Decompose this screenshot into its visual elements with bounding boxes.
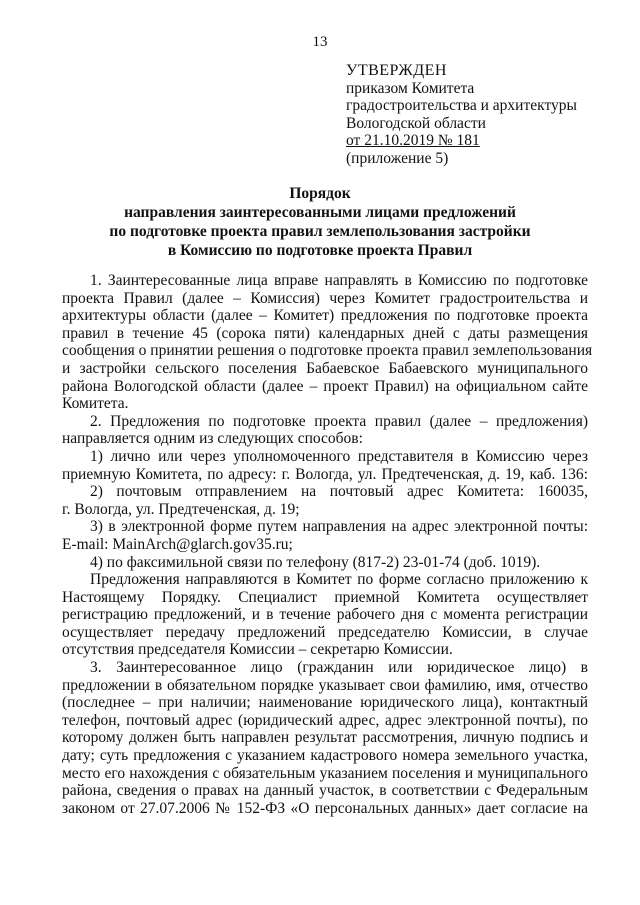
approval-order-date: от 21.10.2019 № 181 [346, 132, 480, 149]
approval-line: Вологодской области [346, 114, 486, 132]
body-line: которому должен быть направлен результат рассмотрения, личную подпись и [62, 729, 588, 747]
body-line: место его нахождения с обязательным указанием поселения и муниципального [62, 764, 588, 782]
body-line: 2. Предложения по подготовке проекта правил (далее – предложения) [90, 412, 588, 430]
body-line: района, сведения о правах на данный участок, в соответствии с Федеральным [62, 782, 588, 800]
title-line: в Комиссию по подготовке проекта Правил [167, 242, 473, 259]
body-line: проекта Правил (далее – Комиссия) через Комитет градостроительства и [62, 289, 588, 307]
body-line: Комитета. [62, 395, 129, 413]
body-line: осуществляет передачу предложений председателю Комиссии, в случае [62, 623, 588, 641]
body-line: предложении в обязательном порядке указывает свои фамилию, имя, отчество [62, 676, 588, 694]
body-line: дату; суть предложения с указанием кадастрового номера земельного участка, [62, 747, 588, 765]
body-line: архитектуры области (далее – Комитет) предложения по подготовке проекта [62, 307, 588, 325]
approval-line: приказом Комитета [346, 79, 475, 97]
body-line: приемную Комитета, по адресу: г. Вологда, ул. Предтеченская, д. 19, каб. 136: [62, 465, 588, 483]
body-line: Предложения направляются в Комитет по форме согласно приложению к [90, 571, 588, 589]
page-number: 13 [312, 34, 328, 50]
approval-block [346, 62, 577, 167]
approval-line: градостроительства и архитектуры [346, 97, 577, 114]
body-line: 1. Заинтересованные лица вправе направлять в Комиссию по подготовке [90, 272, 588, 289]
body-line: 2) почтовым отправлением на почтовый адрес Комитета: 160035, [90, 483, 588, 501]
body-line: законом от 27.07.2006 № 152-ФЗ «О персональных данных» дает согласие на [62, 799, 588, 817]
body-line: сообщения о принятии решения о подготовке проекта правил землепользования [62, 342, 593, 360]
body-line: отсутствия председателя Комиссии – секретарю Комиссии. [62, 641, 453, 659]
title-line: направления заинтересованными лицами предложений [124, 204, 516, 221]
body-line: телефон, почтовый адрес (юридический адрес, адрес электронной почты), по [62, 711, 588, 729]
body-line: района Вологодской области (далее – проект Правил) на официальном сайте [62, 377, 588, 395]
body-line: (последнее – при наличии; наименование юридического лица), контактный [62, 694, 588, 712]
body-line: и застройки сельского поселения Бабаевское Бабаевского муниципального [62, 359, 588, 377]
body-line: регистрацию предложений, и в течение рабочего дня с момента регистрации [62, 606, 588, 624]
document-title [60, 184, 580, 260]
body-line: 3. Заинтересованное лицо (гражданин или юридическое лицо) в [90, 659, 588, 677]
body-line: 1) лично или через уполномоченного представителя в Комиссию через [90, 447, 588, 465]
body-line: г. Вологда, ул. Предтеченская, д. 19; [62, 500, 300, 518]
body-line: 4) по факсимильной связи по телефону (817-2) 23-01-74 (доб. 1019). [90, 553, 541, 571]
title-line: Порядок [289, 185, 351, 202]
body-line: направляется одним из следующих способов: [62, 430, 363, 448]
body-line: правил в течение 45 (сорока пяти) календарных дней с даты размещения [62, 324, 588, 342]
body-line: 3) в электронной форме путем направления на адрес электронной почты: [90, 518, 588, 536]
document-body [62, 272, 593, 817]
email-line: E-mail: MainArch@glarch.gov35.ru; [62, 535, 293, 553]
approval-heading: УТВЕРЖДЕН [346, 62, 447, 79]
title-line: по подготовке проекта правил землепользования застройки [109, 223, 531, 240]
body-line: Настоящему Порядку. Специалист приемной Комитета осуществляет [62, 588, 588, 606]
approval-appendix: (приложение 5) [346, 149, 449, 167]
